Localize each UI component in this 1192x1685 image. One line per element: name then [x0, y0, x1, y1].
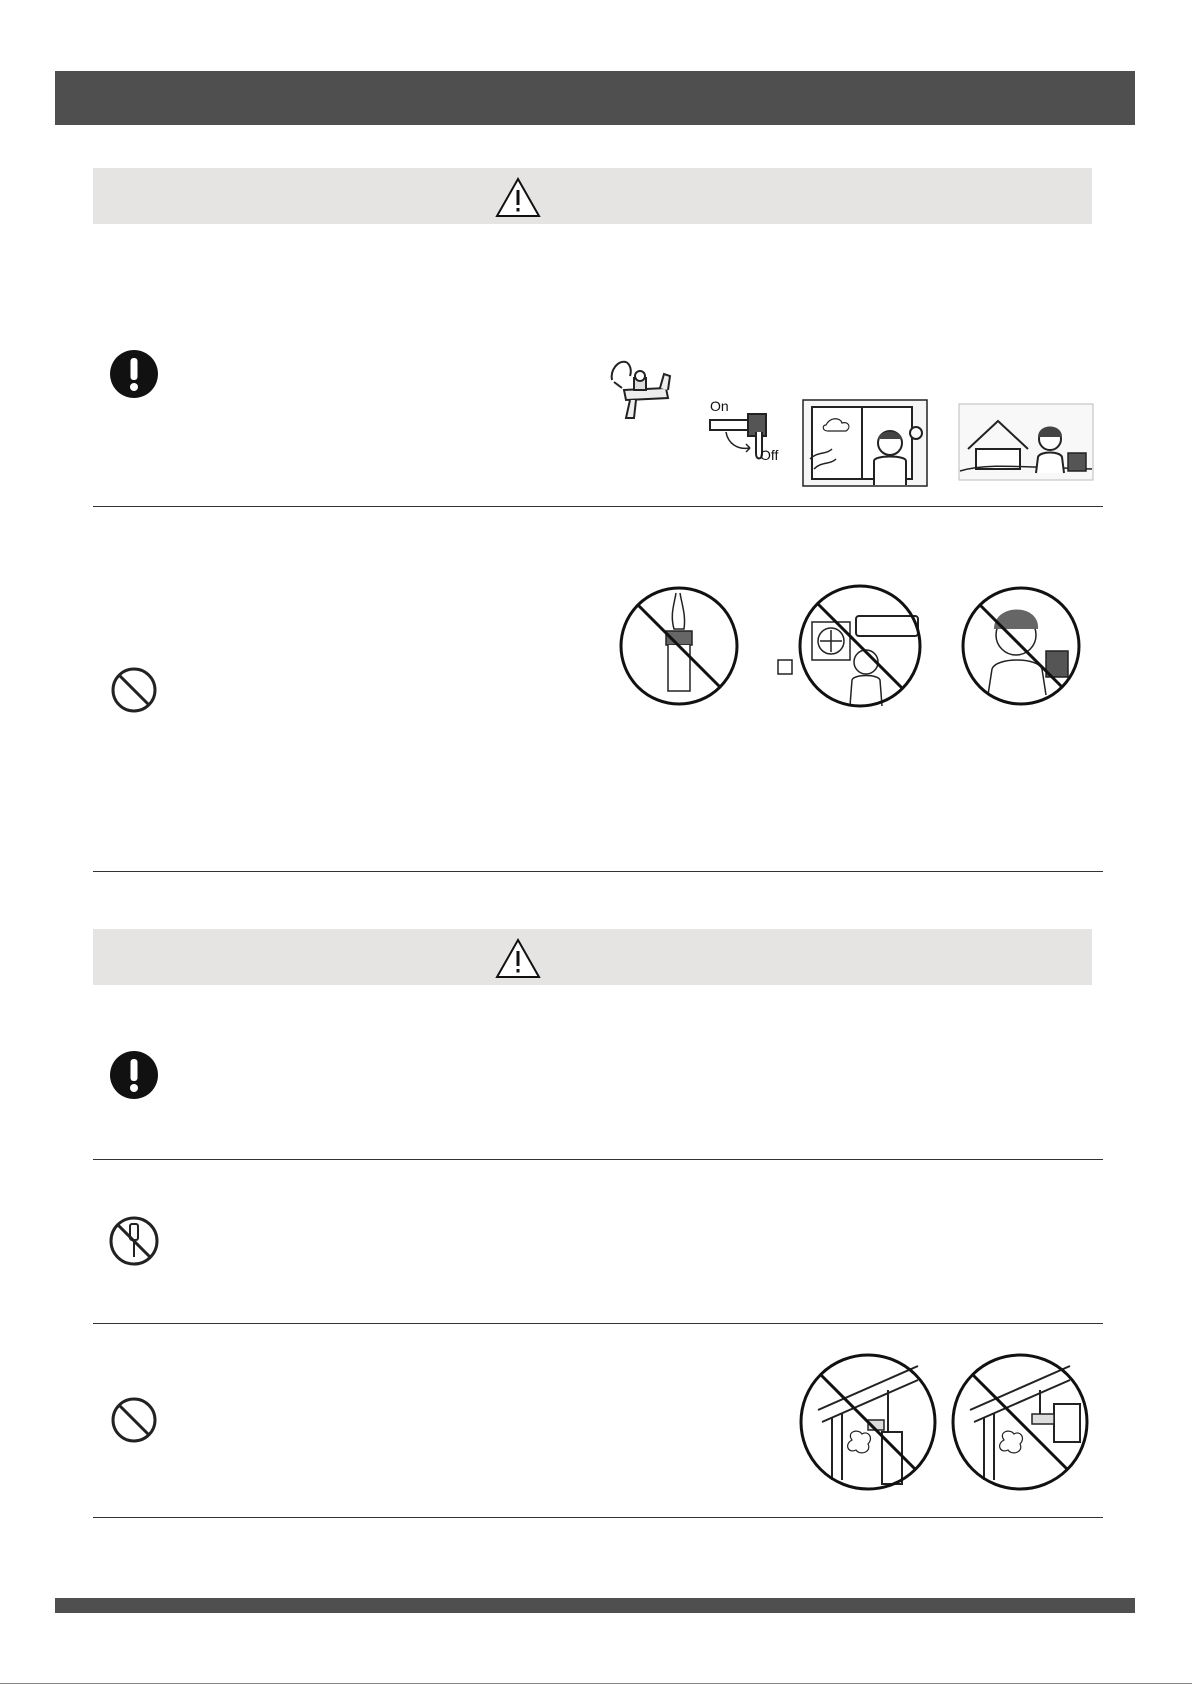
no-open-flame-illustration: [618, 585, 740, 707]
divider-4: [93, 1323, 1103, 1324]
warning-triangle-icon: [495, 937, 541, 979]
no-telephone-illustration: [960, 585, 1082, 707]
warning-triangle-icon: [495, 176, 541, 218]
no-disassembly-icon: [108, 1215, 160, 1267]
prohibition-circle-icon: [110, 1396, 158, 1444]
switch-on-label: On: [710, 398, 729, 414]
open-window-illustration: [802, 399, 928, 487]
no-indoor-install-illustration-2: [950, 1352, 1090, 1492]
footer-bar: [55, 1598, 1135, 1613]
warning-banner-2: [93, 929, 1092, 985]
divider-1: [93, 506, 1103, 507]
prohibition-circle-icon: [110, 666, 158, 714]
header-bar: [55, 71, 1135, 125]
divider-5: [93, 1517, 1103, 1518]
no-indoor-install-illustration-1: [798, 1352, 938, 1492]
no-electrical-switch-illustration: [774, 582, 922, 710]
exclamation-circle-icon: [109, 1050, 159, 1100]
divider-2: [93, 871, 1103, 872]
switch-off-label: Off: [760, 447, 779, 463]
bottom-edge-line: [0, 1683, 1192, 1684]
divider-3: [93, 1159, 1103, 1160]
call-from-outside-illustration: [958, 403, 1094, 481]
exclamation-circle-icon: [109, 349, 159, 399]
warning-banner-1: [93, 168, 1092, 224]
close-gas-valve-illustration: [604, 352, 679, 434]
